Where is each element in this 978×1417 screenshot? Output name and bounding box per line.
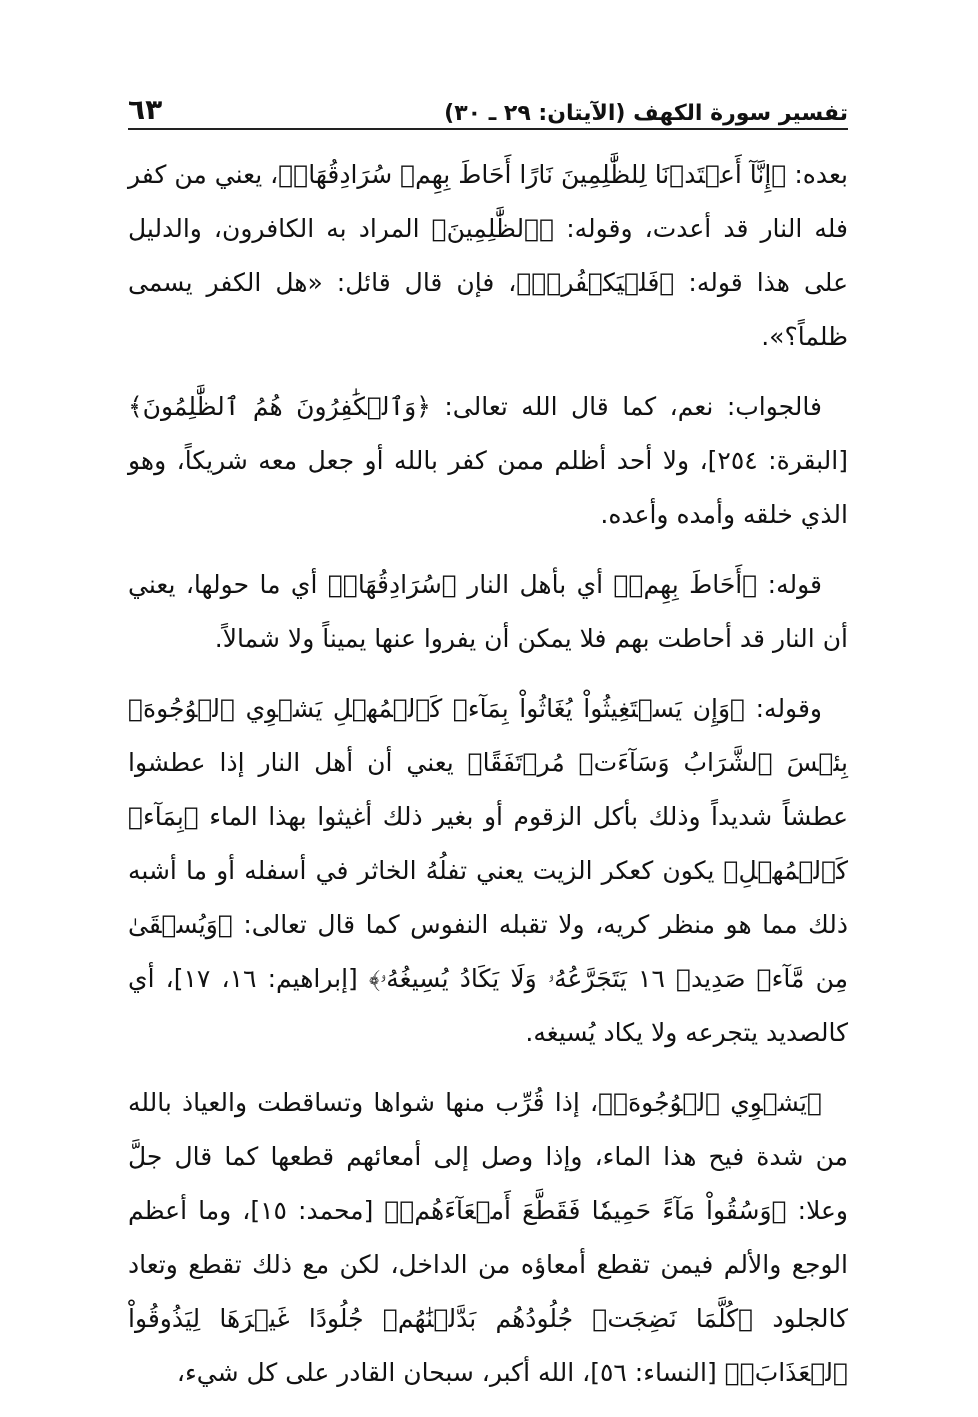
running-title: تفسير سورة الكهف (الآيتان: ٢٩ ـ ٣٠)	[444, 101, 848, 126]
paragraph-4: وقوله: ﴿وَإِن يَسۡتَغِيثُواْ يُغَاثُواْ بِمَآءٖ كَٱلۡمُهۡلِ يَشۡوِي ٱلۡوُجُوهَۚ بِئۡسَ ٱلشَّرَابُ وَسَآءَتۡ مُرۡتَفَقًا﴾ يعني أن أهل النار إذا عطشوا عطشاً شديداً وذلك بأكل الزقوم أو بغير ذلك أغيثوا بهذا الماء ﴿بِمَآءٖ كَٱلۡمُهۡلِ﴾ يكون كعكر الزيت يعني تفلُهُ الخاثر في أسفله أو ما أشبه ذلك مما هو منظر كريه، ولا تقبله النفوس كما قال تعالى: ﴿وَيُسۡقَىٰ مِن مَّآءٖ صَدِيدٖ ١٦ يَتَجَرَّعُهُۥ وَلَا يَكَادُ يُسِيغُهُۥ﴾ [إبراهيم: ١٦، ١٧]، أي كالصديد يتجرعه ولا يكاد يُسيغه.	[128, 694, 848, 1047]
paragraph-2: فالجواب: نعم، كما قال الله تعالى: ﴿وَٱلۡكَٰفِرُونَ هُمُ ٱلظَّٰلِمُونَ﴾ [البقرة: ٢٥٤]، ولا أحد أظلم ممن كفر بالله أو جعل معه شريكاً، وهو الذي خلقه وأمده وأعده.	[128, 392, 848, 529]
paragraph-5: ﴿يَشۡوِي ٱلۡوُجُوهَۚ﴾، إذا قُرِّب منها شواها وتساقطت والعياذ بالله من شدة فيح هذا الماء، وإذا وصل إلى أمعائهم قطعها كما قال جلَّ وعلا: ﴿وَسُقُواْ مَآءً حَمِيمٗا فَقَطَّعَ أَمۡعَآءَهُمۡ﴾ [محمد: ١٥]، وما أعظم الوجع والألم فيمن تقطع أمعاؤه من الداخل، لكن مع ذلك تقطع وتعاد كالجلود ﴿كُلَّمَا نَضِجَتۡ جُلُودُهُم بَدَّلۡنَٰهُمۡ جُلُودًا غَيۡرَهَا لِيَذُوقُواْ ٱلۡعَذَابَۗ﴾ [النساء: ٥٦]، الله أكبر، سبحان القادر على كل شيء،	[128, 1088, 848, 1387]
header-rule	[128, 128, 848, 130]
paragraph-3: قوله: ﴿أَحَاطَ بِهِمۡ﴾ أي بأهل النار ﴿سُرَادِقُهَاۚ﴾ أي ما حولها، يعني أن النار قد أحاطت بهم فلا يمكن أن يفروا عنها يميناً ولا شمالاً.	[128, 570, 848, 653]
page-body	[128, 148, 848, 1416]
page-header	[128, 78, 848, 126]
paragraph-1: بعده: ﴿إِنَّآ أَعۡتَدۡنَا لِلظَّٰلِمِينَ نَارًا أَحَاطَ بِهِمۡ سُرَادِقُهَاۚ﴾، يعني من كفر فله النار قد أعدت، وقوله: ﴿ٱلظَّٰلِمِينَ﴾ المراد به الكافرون، والدليل على هذا قوله: ﴿فَلۡيَكۡفُرۡۚ﴾، فإن قال قائل: «هل الكفر يسمى ظلماً؟».	[128, 160, 848, 351]
page-number: ٦٣	[128, 93, 163, 126]
